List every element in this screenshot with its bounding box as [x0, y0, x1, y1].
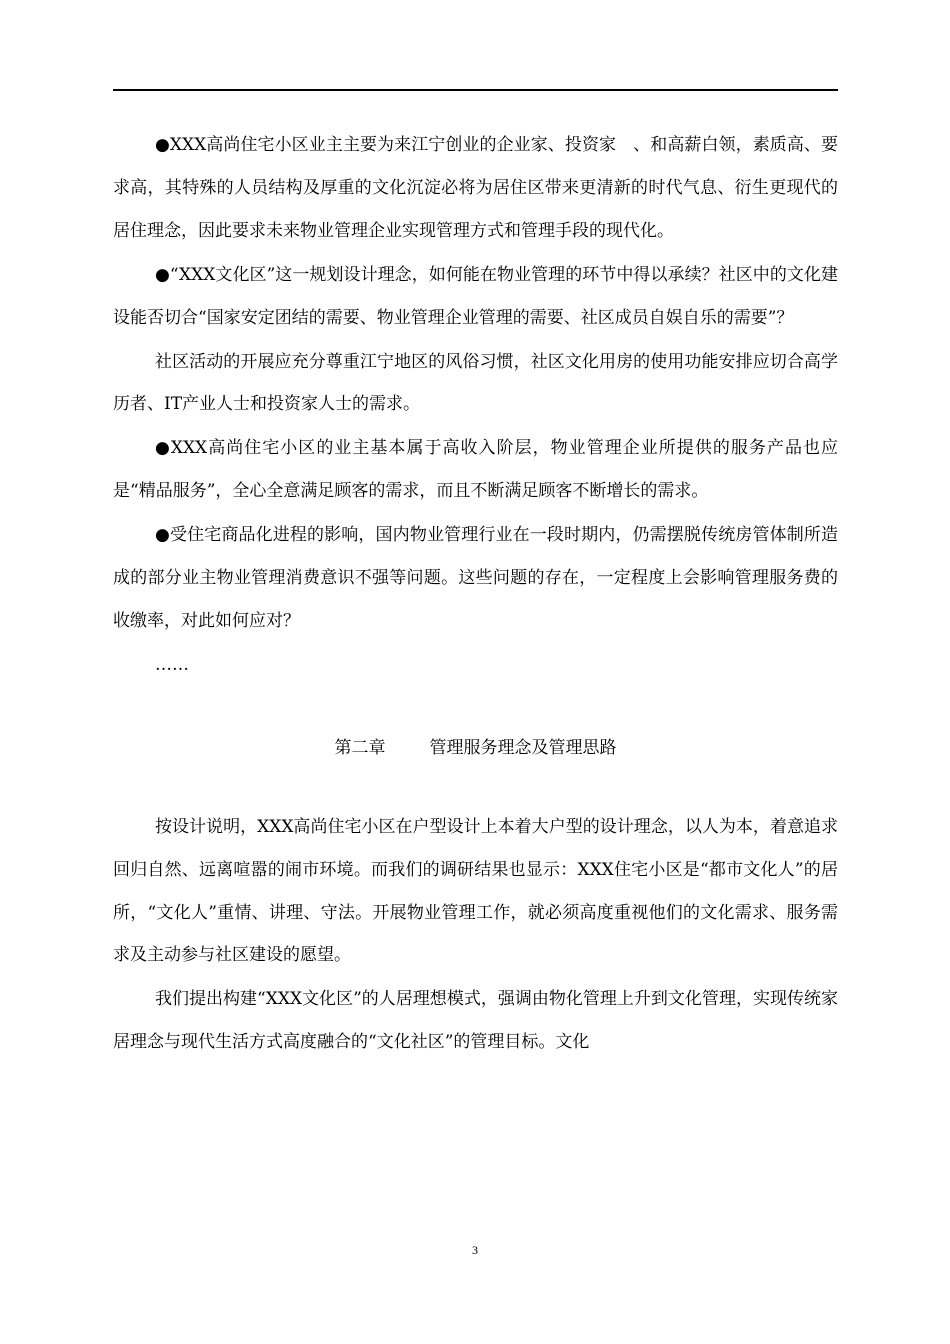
- paragraph: ●XXX高尚住宅小区的业主基本属于高收入阶层，物业管理企业所提供的服务产品也应是“精品服务”，全心全意满足顾客的需求，而且不断满足顾客不断增长的需求。: [113, 438, 838, 502]
- paragraph: 按设计说明，XXX高尚住宅小区在户型设计上本着大户型的设计理念，以人为本，着意追求回归自然、远离喧嚣的闹市环境。而我们的调研结果也显示：XXX住宅小区是“都市文化人”的居所，“文化人”重情、讲理、守法。开展物业管理工作，就必须高度重视他们的文化需求、服务需求及主动参与社区建设的愿望。: [113, 816, 838, 966]
- page-number: 3: [472, 1243, 478, 1257]
- chapter-title: 管理服务理念及管理思路: [429, 737, 617, 758]
- ellipsis: ……: [155, 654, 189, 675]
- paragraph: ●XXX高尚住宅小区业主主要为来江宁创业的企业家、投资家 、和高薪白领，素质高、要求高，其特殊的人员结构及厚重的文化沉淀必将为居住区带来更清新的时代气息、衍生更现代的居住理念，因此要求未来物业管理企业实现管理方式和管理手段的现代化。: [113, 135, 838, 241]
- header-rule: [113, 89, 838, 91]
- chapter-heading: [113, 727, 838, 770]
- paragraph: ●“XXX文化区”这一规划设计理念，如何能在物业管理的环节中得以承续？社区中的文化建设能否切合“国家安定团结的需要、物业管理企业管理的需要、社区成员自娱自乐的需要”？: [113, 264, 838, 328]
- paragraph: ●受住宅商品化进程的影响，国内物业管理行业在一段时期内，仍需摆脱传统房管体制所造成的部分业主物业管理消费意识不强等问题。这些问题的存在，一定程度上会影响管理服务费的收缴率，对此如何应对？: [113, 525, 838, 631]
- chapter-number: 第二章: [334, 737, 386, 758]
- document-body: [113, 124, 838, 1065]
- paragraph: 我们提出构建“XXX文化区”的人居理想模式，强调由物化管理上升到文化管理，实现传统家居理念与现代生活方式高度融合的“文化社区”的管理目标。文化: [113, 989, 838, 1053]
- paragraph: 社区活动的开展应充分尊重江宁地区的风俗习惯，社区文化用房的使用功能安排应切合高学历者、IT产业人士和投资家人士的需求。: [113, 351, 838, 415]
